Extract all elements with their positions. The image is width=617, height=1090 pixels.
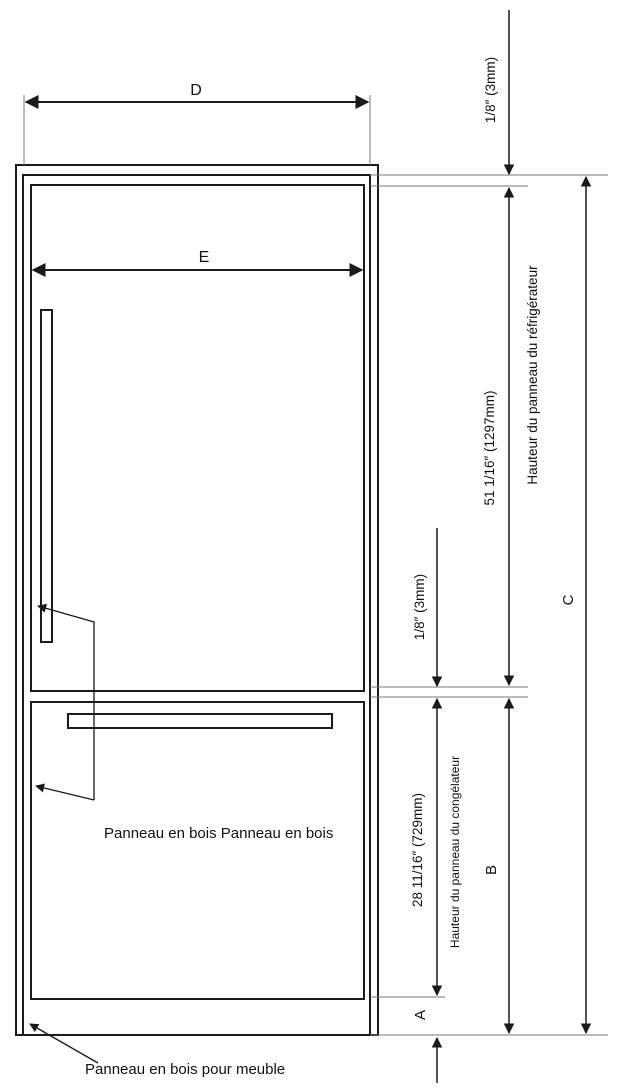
dimension-b-label: B <box>483 864 500 876</box>
cabinet-panel-label: Panneau en bois pour meuble <box>85 1061 286 1078</box>
wood-panel-leaders <box>30 606 98 1063</box>
freezer-handle <box>68 714 332 728</box>
fridge-door-panel <box>31 185 364 691</box>
reference-lines <box>24 95 608 1035</box>
dimension-a-label: A <box>412 1009 429 1021</box>
dimension-c-label: C <box>560 594 577 606</box>
middle-gap-label: 1/8″ (3mm) <box>412 573 427 641</box>
freezer-panel-dimension: 28 11/16″ (729mm) <box>410 792 425 908</box>
freezer-panel-height-label: Hauteur du panneau du congélateur <box>448 755 462 949</box>
cabinet-frame <box>16 165 378 1035</box>
fridge-panel-dimension: 51 1/16″ (1297mm) <box>482 390 497 506</box>
dimension-e-label: E <box>198 249 210 266</box>
top-gap-label: 1/8″ (3mm) <box>483 56 498 124</box>
wood-panels-label: Panneau en bois Panneau en bois <box>104 825 334 842</box>
freezer-door-panel <box>31 702 364 999</box>
fridge-handle <box>41 310 52 642</box>
dimension-d-label: D <box>190 82 202 99</box>
fridge-panel-height-label: Hauteur du panneau du réfrigérateur <box>525 265 540 485</box>
